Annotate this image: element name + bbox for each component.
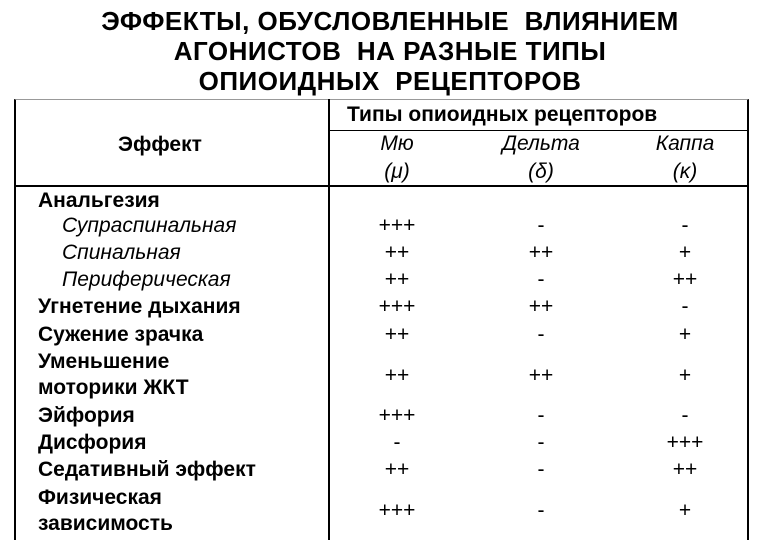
cell-value: ++: [672, 268, 698, 291]
cell-value: -: [681, 214, 689, 237]
receptor-types-header: Типы опиоидных рецепторов: [347, 103, 658, 126]
column-delta-symbol: (δ): [528, 160, 554, 183]
row-label-dysphoria: Дисфория: [38, 431, 147, 454]
cell-value: -: [537, 214, 545, 237]
row-label-sedation: Седативный эффект: [38, 458, 256, 481]
row-label-gi-motility-1: Уменьшение: [38, 350, 170, 373]
cell-value: -: [537, 499, 545, 522]
row-label-miosis: Сужение зрачка: [38, 323, 204, 346]
cell-value: -: [393, 431, 401, 454]
row-label-peripheral: Периферическая: [62, 268, 231, 291]
column-kappa-symbol: (κ): [672, 160, 698, 183]
cell-value: ++: [384, 323, 410, 346]
cell-value: +++: [666, 431, 704, 454]
effect-column-header: Эффект: [118, 133, 202, 156]
column-delta-name: Дельта: [502, 132, 580, 155]
cell-value: ++: [528, 241, 554, 264]
cell-value: +: [678, 499, 692, 522]
title-line-1: ЭФФЕКТЫ, ОБУСЛОВЛЕННЫЕ ВЛИЯНИЕМ: [101, 6, 679, 36]
page-title: [0, 6, 780, 96]
cell-value: -: [537, 323, 545, 346]
cell-value: ++: [384, 364, 410, 387]
row-label-euphoria: Эйфория: [38, 404, 135, 427]
column-divider: [328, 99, 330, 540]
cell-value: -: [681, 295, 689, 318]
cell-value: -: [537, 458, 545, 481]
cell-value: -: [537, 431, 545, 454]
cell-value: ++: [384, 241, 410, 264]
cell-value: ++: [384, 268, 410, 291]
cell-value: +: [678, 241, 692, 264]
cell-value: +++: [378, 295, 416, 318]
cell-value: -: [537, 404, 545, 427]
cell-value: ++: [528, 295, 554, 318]
title-line-2: АГОНИСТОВ НА РАЗНЫЕ ТИПЫ: [173, 36, 607, 66]
column-kappa-name: Каппа: [655, 132, 715, 155]
cell-value: +: [678, 364, 692, 387]
cell-value: +: [678, 323, 692, 346]
cell-value: -: [681, 404, 689, 427]
row-label-respiratory-depression: Угнетение дыхания: [38, 295, 241, 318]
cell-value: ++: [672, 458, 698, 481]
cell-value: ++: [384, 458, 410, 481]
cell-value: -: [537, 268, 545, 291]
header-divider: [14, 185, 749, 187]
row-label-supraspinal: Супраспинальная: [62, 214, 237, 237]
cell-value: ++: [528, 364, 554, 387]
cell-value: +++: [378, 404, 416, 427]
row-label-dependence-2: зависимость: [38, 512, 173, 535]
title-line-3: ОПИОИДНЫХ РЕЦЕПТОРОВ: [198, 66, 582, 96]
column-mu-name: Мю: [380, 132, 414, 155]
column-mu-symbol: (μ): [384, 160, 410, 183]
row-label-spinal: Спинальная: [62, 241, 181, 264]
row-label-dependence-1: Физическая: [38, 486, 162, 509]
cell-value: +++: [378, 214, 416, 237]
cell-value: +++: [378, 499, 416, 522]
receptor-header-divider: [330, 130, 749, 131]
row-label-gi-motility-2: моторики ЖКТ: [38, 376, 189, 399]
row-label-analgesia: Анальгезия: [38, 189, 160, 212]
